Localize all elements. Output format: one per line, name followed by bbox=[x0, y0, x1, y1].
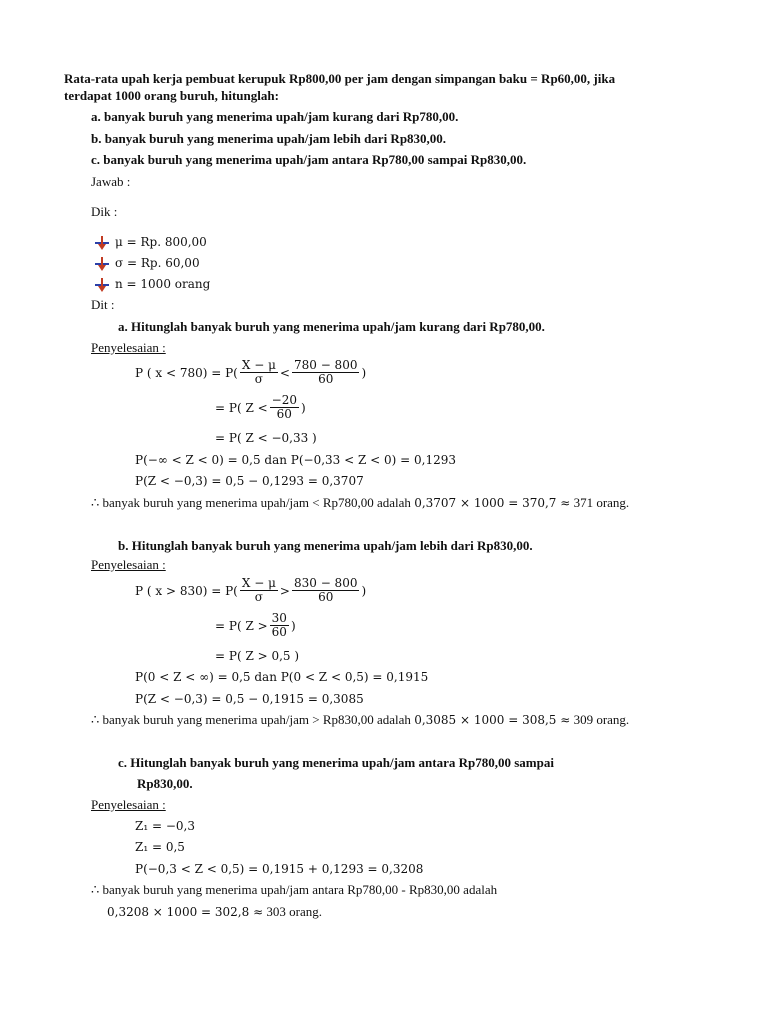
part-a-eq1-frac2 bbox=[292, 359, 360, 386]
part-b-eq3: = P( Z > 0,5 ) bbox=[215, 649, 300, 663]
part-a-eq1-frac1 bbox=[240, 359, 278, 386]
part-b-eq2-den: 60 bbox=[271, 625, 287, 639]
problem-item-c: c. banyak buruh yang menerima upah/jam antara Rp780,00 sampai Rp830,00. bbox=[91, 152, 527, 167]
part-a-eq2-num: −20 bbox=[271, 393, 297, 407]
dit-label: Dit : bbox=[91, 297, 115, 312]
part-a-eq2-close: ) bbox=[300, 400, 306, 415]
part-a-eq2 bbox=[215, 394, 306, 421]
part-b-conclusion-end: 309 orang. bbox=[573, 712, 630, 727]
part-b-eq1-left: P ( x > 830) = P( bbox=[135, 583, 238, 598]
part-c-eq2: Z₁ = 0,5 bbox=[135, 840, 185, 854]
part-a-eq1-close: ) bbox=[361, 365, 367, 380]
part-b-penyelesaian: Penyelesaian : bbox=[91, 557, 166, 572]
part-a-conclusion-math: 0,3707 × 1000 = 370,7 ≈ bbox=[414, 496, 571, 510]
arrow-down-bullet-icon bbox=[95, 278, 109, 292]
part-c-heading-line-1: c. Hitunglah banyak buruh yang menerima upah/jam antara Rp780,00 sampai bbox=[118, 755, 554, 770]
part-a-eq3: = P( Z < −0,33 ) bbox=[215, 431, 317, 445]
part-b-eq1-op: > bbox=[279, 583, 290, 598]
part-c-heading-line-2: Rp830,00. bbox=[137, 776, 193, 791]
part-b-eq5: P(Z < −0,3) = 0,5 − 0,1915 = 0,3085 bbox=[135, 692, 364, 706]
part-b-eq1 bbox=[135, 577, 366, 604]
part-a-heading: a. Hitunglah banyak buruh yang menerima upah/jam kurang dari Rp780,00. bbox=[118, 319, 545, 334]
part-a-conclusion-text: ∴ banyak buruh yang menerima upah/jam < Rp780,00 adalah bbox=[91, 495, 411, 510]
part-c-conclusion-line-2 bbox=[107, 904, 322, 920]
part-a-eq1-op: < bbox=[279, 365, 290, 380]
part-b-eq2-num: 30 bbox=[271, 611, 287, 625]
part-a-eq2-left: = P( Z < bbox=[215, 400, 268, 415]
part-a-eq1-frac2-num: 780 − 800 bbox=[293, 358, 358, 372]
part-b-eq2-left: = P( Z > bbox=[215, 618, 268, 633]
arrow-down-bullet-icon bbox=[95, 236, 109, 250]
part-a-penyelesaian: Penyelesaian : bbox=[91, 340, 166, 355]
part-b-eq1-close: ) bbox=[361, 583, 367, 598]
dik-label: Dik : bbox=[91, 204, 118, 219]
part-b-conclusion-text: ∴ banyak buruh yang menerima upah/jam > Rp830,00 adalah bbox=[91, 712, 411, 727]
part-a-eq1-left: P ( x < 780) = P( bbox=[135, 365, 238, 380]
part-a-conclusion bbox=[91, 495, 629, 511]
part-b-heading: b. Hitunglah banyak buruh yang menerima upah/jam lebih dari Rp830,00. bbox=[118, 538, 533, 553]
part-b-eq2-close: ) bbox=[290, 618, 296, 633]
part-a-eq2-den: 60 bbox=[276, 407, 292, 421]
given-n-text: n = 1000 orang bbox=[115, 277, 211, 291]
part-c-eq3: P(−0,3 < Z < 0,5) = 0,1915 + 0,1293 = 0,3208 bbox=[135, 862, 424, 876]
part-c-conclusion-end: 303 orang. bbox=[266, 904, 322, 919]
part-b-conclusion-math: 0,3085 × 1000 = 308,5 ≈ bbox=[414, 713, 571, 727]
part-a-conclusion-end: 371 orang. bbox=[573, 495, 630, 510]
part-c-penyelesaian: Penyelesaian : bbox=[91, 797, 166, 812]
part-c-conclusion-line-1: ∴ banyak buruh yang menerima upah/jam antara Rp780,00 - Rp830,00 adalah bbox=[91, 882, 498, 897]
part-b-eq4: P(0 < Z < ∞) = 0,5 dan P(0 < Z < 0,5) = 0,1915 bbox=[135, 670, 429, 684]
given-item-n bbox=[95, 276, 210, 292]
part-b-eq2 bbox=[215, 612, 296, 639]
part-c-eq1: Z₁ = −0,3 bbox=[135, 819, 195, 833]
part-b-eq2-frac bbox=[270, 612, 289, 639]
part-a-eq1 bbox=[135, 359, 366, 386]
part-b-eq1-frac1-num: X − μ bbox=[241, 576, 276, 590]
problem-item-a: a. banyak buruh yang menerima upah/jam kurang dari Rp780,00. bbox=[91, 109, 459, 124]
part-a-eq1-frac1-den: σ bbox=[254, 372, 263, 386]
problem-line-2: terdapat 1000 orang buruh, hitunglah: bbox=[64, 88, 279, 103]
problem-item-b: b. banyak buruh yang menerima upah/jam lebih dari Rp830,00. bbox=[91, 131, 447, 146]
part-b-eq1-frac2-den: 60 bbox=[318, 590, 334, 604]
part-a-eq1-frac1-num: X − μ bbox=[241, 358, 276, 372]
part-b-conclusion bbox=[91, 712, 629, 728]
part-b-eq1-frac1-den: σ bbox=[254, 590, 263, 604]
part-a-eq4: P(−∞ < Z < 0) = 0,5 dan P(−0,33 < Z < 0) = 0,1293 bbox=[135, 453, 457, 467]
jawab-label: Jawab : bbox=[91, 174, 131, 189]
given-mu-text: μ = Rp. 800,00 bbox=[115, 235, 207, 249]
problem-line-1: Rata-rata upah kerja pembuat kerupuk Rp800,00 per jam dengan simpangan baku = Rp60,00, jika bbox=[64, 71, 616, 86]
given-item-mu bbox=[95, 234, 207, 250]
part-b-eq1-frac2 bbox=[292, 577, 360, 604]
part-a-eq5: P(Z < −0,3) = 0,5 − 0,1293 = 0,3707 bbox=[135, 474, 364, 488]
part-b-eq1-frac2-num: 830 − 800 bbox=[293, 576, 358, 590]
part-a-eq1-frac2-den: 60 bbox=[318, 372, 334, 386]
arrow-down-bullet-icon bbox=[95, 257, 109, 271]
part-a-eq2-frac bbox=[270, 394, 299, 421]
part-c-conclusion-math: 0,3208 × 1000 = 302,8 ≈ bbox=[107, 905, 264, 919]
part-b-eq1-frac1 bbox=[240, 577, 278, 604]
given-item-sigma bbox=[95, 255, 200, 271]
given-sigma-text: σ = Rp. 60,00 bbox=[115, 256, 200, 270]
